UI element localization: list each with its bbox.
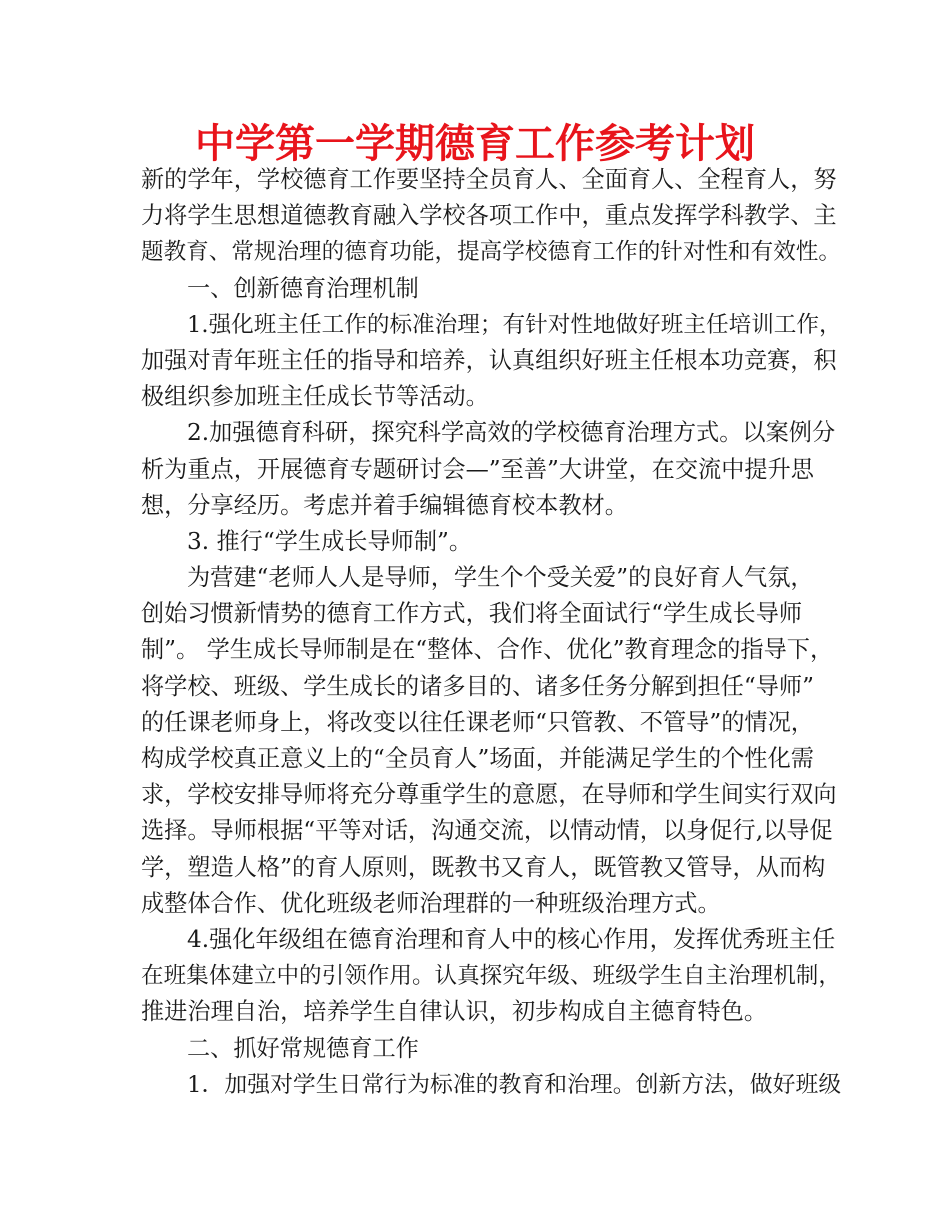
text-line: 2.加强德育科研，探究科学高效的学校德育治理方式。以案例分 bbox=[187, 419, 836, 447]
text-line: 制”。 学生成长导师制是在“整体、合作、优化”教育理念的指导下， bbox=[141, 636, 834, 664]
text-line: 4.强化年级组在德育治理和育人中的核心作用，发挥优秀班主任 bbox=[187, 925, 836, 953]
text-line: 创始习惯新情势的德育工作方式，我们将全面试行“学生成长导师 bbox=[141, 600, 803, 628]
text-line: 3. 推行“学生成长导师制”。 bbox=[187, 527, 473, 555]
text-line: 为营建“老师人人是导师，学生个个受关爱”的良好育人气氛， bbox=[187, 564, 814, 592]
text-line: 成整体合作、优化班级老师治理群的一种班级治理方式。 bbox=[141, 889, 721, 917]
document-body bbox=[141, 162, 841, 1103]
text-line: 的任课老师身上，将改变以往任课老师“只管教、不管导”的情况， bbox=[141, 708, 814, 736]
text-line: 一、创新德育治理机制 bbox=[187, 274, 419, 302]
text-line: 选择。导师根据“平等对话，沟通交流，以情动情，以身促行,以导促 bbox=[141, 817, 833, 845]
text-line: 求，学校安排导师将充分尊重学生的意愿，在导师和学生间实行双向 bbox=[141, 781, 837, 809]
text-line: 1.强化班主任工作的标准治理；有针对性地做好班主任培训工作， bbox=[187, 311, 842, 338]
text-line: 题教育、常规治理的德育功能，提高学校德育工作的针对性和有效性。 bbox=[141, 239, 841, 266]
text-line: 加强对青年班主任的指导和培养，认真组织好班主任根本功竞赛，积 bbox=[141, 346, 837, 374]
text-line: 二、抓好常规德育工作 bbox=[187, 1034, 419, 1062]
text-line: 极组织参加班主任成长节等活动。 bbox=[141, 383, 489, 411]
text-line: 想，分享经历。考虑并着手编辑德育校本教材。 bbox=[141, 491, 628, 519]
text-line: 析为重点，开展德育专题研讨会—”至善”大讲堂，在交流中提升思 bbox=[141, 455, 814, 483]
text-line: 推进治理自治，培养学生自律认识，初步构成自主德育特色。 bbox=[141, 998, 768, 1026]
text-line: 学，塑造人格”的育人原则，既教书又育人，既管教又管导，从而构 bbox=[141, 853, 826, 881]
document-title: 中学第一学期德育工作参考计划 bbox=[195, 121, 755, 167]
text-line: 将学校、班级、学生成长的诸多目的、诸多任务分解到担任“导师” bbox=[141, 672, 814, 700]
text-line: 在班集体建立中的引领作用。认真探究年级、班级学生自主治理机制， bbox=[141, 963, 841, 990]
text-line: 新的学年，学校德育工作要坚持全员育人、全面育人、全程育人，努 bbox=[141, 166, 837, 193]
text-line: 构成学校真正意义上的“全员育人”场面，并能满足学生的个性化需 bbox=[141, 745, 814, 772]
text-line: 力将学生思想道德教育融入学校各项工作中，重点发挥学科教学、主 bbox=[141, 202, 837, 230]
text-line: 1．加强对学生日常行为标准的教育和治理。创新方法，做好班级 bbox=[187, 1071, 842, 1098]
